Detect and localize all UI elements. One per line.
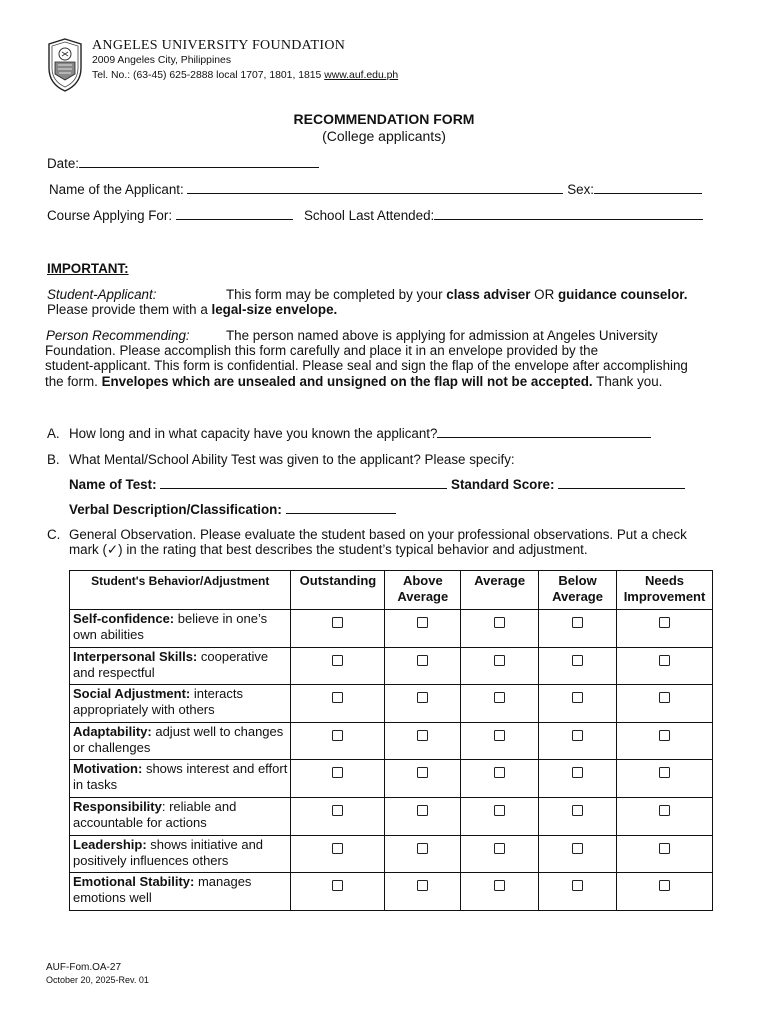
checkbox-icon[interactable] — [572, 805, 583, 816]
rating-cell — [291, 873, 385, 911]
question-a-text: How long and in what capacity have you known the applicant? — [69, 426, 438, 441]
person-recommending-note — [45, 328, 735, 389]
checkbox-icon[interactable] — [332, 617, 343, 628]
header-above-average: Above Average — [385, 571, 461, 610]
revision-date: October 20, 2025-Rev. 01 — [46, 975, 149, 985]
checkbox-icon[interactable] — [417, 805, 428, 816]
school-label: School Last Attended: — [303, 208, 435, 223]
form-code: AUF-Fom.OA-27 — [46, 962, 122, 973]
student-bold-2: guidance counselor. — [557, 287, 688, 302]
rating-cell — [461, 610, 539, 648]
rating-cell — [539, 835, 617, 873]
table-row — [70, 685, 713, 723]
checkbox-icon[interactable] — [417, 617, 428, 628]
checkbox-icon[interactable] — [494, 617, 505, 628]
name-label: Name of the Applicant: — [49, 182, 184, 197]
header-outstanding: Outstanding — [291, 571, 385, 610]
criterion-description: adjust well to changes or challenges — [73, 723, 284, 755]
question-c-line-2: mark (✓) in the rating that best describes the student’s typical behavior and adjustment. — [69, 542, 588, 558]
student-bold-3: legal-size envelope. — [211, 302, 338, 318]
header-needs-improvement: Needs Improvement — [617, 571, 713, 610]
table-row — [70, 797, 713, 835]
telephone: Tel. No.: (63-45) 625-2888 local 1707, 1801, 1815 — [92, 70, 322, 81]
checkbox-icon[interactable] — [417, 692, 428, 703]
rating-cell — [539, 685, 617, 723]
rating-cell — [617, 647, 713, 685]
course-label: Course Applying For: — [47, 208, 173, 223]
rating-cell — [385, 685, 461, 723]
question-c-line-1: General Observation. Please evaluate the student based on your professional observations. Put a check — [69, 527, 687, 542]
name-row — [49, 182, 702, 197]
header-behavior: Student's Behavior/Adjustment — [70, 571, 291, 610]
rating-cell — [617, 722, 713, 760]
checkbox-icon[interactable] — [417, 655, 428, 666]
rating-cell — [617, 873, 713, 911]
rating-cell — [385, 760, 461, 798]
school-field[interactable] — [434, 208, 703, 220]
table-row — [70, 722, 713, 760]
criterion-description: shows interest and effort in tasks — [73, 761, 288, 793]
criterion-description: shows initiative and positively influences others — [73, 836, 264, 868]
person-line-1: The person named above is applying for admission at Angeles University — [226, 328, 658, 343]
criterion-name: Social Adjustment: — [73, 686, 191, 702]
rating-cell — [291, 610, 385, 648]
date-row — [47, 156, 319, 171]
student-text-1: This form may be completed by your — [226, 287, 447, 302]
student-text-2: OR — [530, 287, 558, 302]
date-field[interactable] — [79, 156, 319, 168]
criterion-name: Interpersonal Skills: — [73, 648, 198, 664]
checkbox-icon[interactable] — [332, 880, 343, 891]
course-row — [47, 208, 703, 223]
applicant-name-field[interactable] — [187, 182, 563, 194]
table-header-row — [70, 571, 713, 610]
rating-cell — [617, 610, 713, 648]
rating-cell — [291, 685, 385, 723]
checkbox-icon[interactable] — [659, 730, 670, 741]
rating-cell — [461, 760, 539, 798]
checkbox-icon[interactable] — [417, 730, 428, 741]
table-row — [70, 873, 713, 911]
person-line-4a: the form. — [45, 373, 102, 389]
checkbox-icon[interactable] — [572, 880, 583, 891]
rating-cell — [539, 760, 617, 798]
rating-cell — [291, 647, 385, 685]
form-title: RECOMMENDATION FORM — [293, 111, 475, 127]
checkbox-icon[interactable] — [332, 655, 343, 666]
date-label: Date: — [47, 156, 80, 171]
rating-cell — [385, 797, 461, 835]
sex-field[interactable] — [594, 182, 702, 194]
person-line-4b: Thank you. — [592, 373, 663, 389]
header-average: Average — [461, 571, 539, 610]
criterion-name: Responsibility — [73, 798, 162, 814]
question-c-letter: C. — [47, 527, 61, 542]
question-c — [47, 527, 747, 557]
rating-cell — [385, 722, 461, 760]
verbal-label: Verbal Description/Classification: — [69, 502, 282, 517]
checkbox-icon[interactable] — [332, 730, 343, 741]
form-subtitle: (College applicants) — [322, 128, 446, 144]
criterion-name: Self-confidence: — [73, 611, 175, 626]
rating-cell — [539, 647, 617, 685]
question-b-letter: B. — [47, 452, 60, 467]
verbal-field[interactable] — [286, 502, 396, 514]
criterion-name: Leadership: — [73, 836, 147, 852]
rating-cell — [539, 873, 617, 911]
question-a-letter: A. — [47, 426, 60, 441]
rating-cell — [291, 722, 385, 760]
criterion-cell — [70, 873, 291, 911]
test-name-label: Name of Test: — [69, 477, 157, 492]
criterion-cell — [70, 760, 291, 798]
checkbox-icon[interactable] — [572, 692, 583, 703]
criterion-cell — [70, 685, 291, 723]
criterion-description: believe in one’s own abilities — [73, 611, 268, 642]
checkbox-icon[interactable] — [494, 880, 505, 891]
checkbox-icon[interactable] — [494, 692, 505, 703]
criterion-cell — [70, 647, 291, 685]
checkbox-icon[interactable] — [332, 805, 343, 816]
table-row — [70, 610, 713, 648]
university-contact — [92, 70, 398, 81]
rating-cell — [461, 722, 539, 760]
checkbox-icon[interactable] — [659, 617, 670, 628]
checkbox-icon[interactable] — [572, 655, 583, 666]
person-label: Person Recommending: — [46, 328, 190, 343]
checkbox-icon[interactable] — [572, 767, 583, 778]
student-label: Student-Applicant: — [47, 287, 157, 302]
criterion-description: manages emotions well — [73, 874, 252, 906]
rating-cell — [617, 835, 713, 873]
checkbox-icon[interactable] — [659, 880, 670, 891]
criterion-cell — [70, 797, 291, 835]
rating-cell — [385, 873, 461, 911]
rating-cell — [385, 647, 461, 685]
checkbox-icon[interactable] — [659, 655, 670, 666]
person-line-2: Foundation. Please accomplish this form carefully and place it in an envelope provided by the — [45, 343, 599, 359]
important-heading: IMPORTANT: — [47, 261, 129, 276]
checkbox-icon[interactable] — [659, 767, 670, 778]
criterion-description: interacts appropriately with others — [73, 686, 244, 718]
criterion-description: cooperative and respectful — [73, 648, 269, 680]
question-a — [47, 426, 651, 441]
course-field[interactable] — [176, 208, 293, 220]
standard-score-label: Standard Score: — [451, 477, 555, 492]
rating-cell — [291, 835, 385, 873]
checkbox-icon[interactable] — [332, 692, 343, 703]
checkbox-icon[interactable] — [417, 767, 428, 778]
checkbox-icon[interactable] — [572, 843, 583, 854]
table-row — [70, 647, 713, 685]
verbal-row — [69, 502, 396, 517]
checkbox-icon[interactable] — [659, 692, 670, 703]
criterion-name: Adaptability: — [73, 723, 152, 739]
rating-cell — [539, 610, 617, 648]
rating-cell — [539, 797, 617, 835]
rating-cell — [385, 835, 461, 873]
criterion-cell — [70, 722, 291, 760]
website-link[interactable]: www.auf.edu.ph — [324, 70, 399, 81]
header-below-average: Below Average — [539, 571, 617, 610]
university-seal-icon — [46, 38, 84, 92]
checkbox-icon[interactable] — [332, 843, 343, 854]
question-b-text: What Mental/School Ability Test was given to the applicant? Please specify: — [69, 452, 515, 467]
table-row — [70, 835, 713, 873]
university-name: ANGELES UNIVERSITY FOUNDATION — [92, 38, 346, 53]
checkbox-icon[interactable] — [494, 843, 505, 854]
student-text-3: Please provide them with a — [47, 302, 212, 318]
student-bold-1: class adviser — [446, 287, 531, 302]
checkbox-icon[interactable] — [494, 655, 505, 666]
question-a-field[interactable] — [437, 426, 651, 438]
checkbox-icon[interactable] — [572, 617, 583, 628]
rating-cell — [617, 685, 713, 723]
rating-cell — [291, 760, 385, 798]
person-line-3: student-applicant. This form is confidential. Please seal and sign the flap of the envelope after accomplishing — [45, 358, 688, 374]
checkbox-icon[interactable] — [417, 843, 428, 854]
criterion-cell — [70, 835, 291, 873]
rating-cell — [617, 760, 713, 798]
checkbox-icon[interactable] — [494, 730, 505, 741]
checkbox-icon[interactable] — [494, 805, 505, 816]
checkbox-icon[interactable] — [659, 843, 670, 854]
rating-table — [69, 570, 713, 911]
criterion-name: Emotional Stability: — [73, 874, 195, 890]
rating-cell — [461, 835, 539, 873]
test-name-field[interactable] — [160, 477, 447, 489]
rating-cell — [461, 797, 539, 835]
rating-cell — [461, 873, 539, 911]
test-row — [69, 477, 685, 492]
university-address: 2009 Angeles City, Philippines — [92, 55, 232, 66]
criterion-cell — [70, 610, 291, 648]
rating-cell — [539, 722, 617, 760]
student-applicant-note — [47, 287, 727, 317]
rating-cell — [461, 685, 539, 723]
criterion-description: : reliable and accountable for actions — [73, 798, 237, 830]
person-line-4-bold: Envelopes which are unsealed and unsigned on the flap will not be accepted. — [101, 373, 593, 389]
rating-cell — [385, 610, 461, 648]
checkbox-icon[interactable] — [332, 767, 343, 778]
checkbox-icon[interactable] — [417, 880, 428, 891]
sex-label: Sex: — [567, 182, 594, 197]
question-b — [47, 452, 515, 467]
standard-score-field[interactable] — [558, 477, 685, 489]
table-row — [70, 760, 713, 798]
rating-cell — [617, 797, 713, 835]
checkbox-icon[interactable] — [659, 805, 670, 816]
checkbox-icon[interactable] — [572, 730, 583, 741]
checkbox-icon[interactable] — [494, 767, 505, 778]
criterion-name: Motivation: — [73, 761, 143, 777]
rating-cell — [291, 797, 385, 835]
rating-cell — [461, 647, 539, 685]
